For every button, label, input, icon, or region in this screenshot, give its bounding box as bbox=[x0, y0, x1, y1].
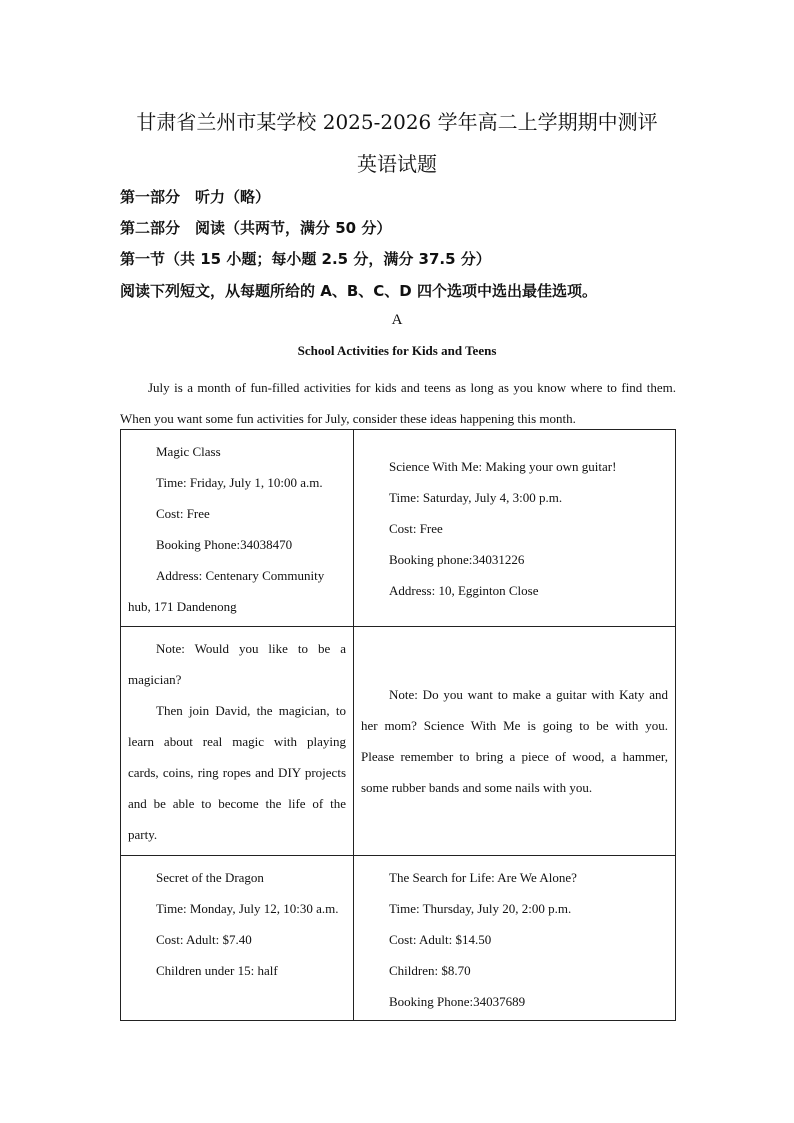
passage-letter: A bbox=[391, 312, 403, 328]
event-address: Address: 10, Egginton Close bbox=[389, 583, 539, 598]
event-name: Magic Class bbox=[156, 444, 221, 459]
event-cost: Cost: Adult: $14.50 bbox=[389, 932, 492, 947]
event-cost: Cost: Adult: $7.40 bbox=[156, 932, 252, 947]
activities-table bbox=[120, 429, 676, 1021]
search-life-info-cell bbox=[354, 856, 676, 1021]
science-note-cell bbox=[354, 627, 676, 856]
event-address: Address: Centenary Community hub, 171 Dandenong bbox=[128, 568, 325, 614]
event-cost: Cost: Free bbox=[389, 521, 443, 536]
dragon-info-cell bbox=[121, 856, 354, 1021]
event-time: Time: Saturday, July 4, 3:00 p.m. bbox=[389, 490, 563, 505]
event-children-cost: Children under 15: half bbox=[156, 963, 278, 978]
part-two-heading: 第二部分 阅读（共两节，满分 50 分） bbox=[120, 219, 392, 237]
magic-class-info-cell bbox=[121, 430, 354, 627]
event-phone: Booking Phone:34037689 bbox=[389, 994, 526, 1009]
part-one-heading: 第一部分 听力（略） bbox=[120, 188, 271, 206]
table-row bbox=[121, 627, 676, 856]
passage-intro bbox=[120, 372, 676, 434]
event-phone: Booking Phone:34038470 bbox=[156, 537, 293, 552]
event-time: Time: Friday, July 1, 10:00 a.m. bbox=[156, 475, 323, 490]
passage-title: School Activities for Kids and Teens bbox=[297, 343, 497, 358]
table-row bbox=[121, 856, 676, 1021]
exam-subtitle: 英语试题 bbox=[357, 152, 437, 176]
instruction-text: 阅读下列短文，从每题所给的 A、B、C、D 四个选项中选出最佳选项。 bbox=[120, 282, 597, 300]
event-note-detail: Then join David, the magician, to learn about real magic with playing cards, coins, ring ropes and DIY projects and be able to become the life of the party. bbox=[128, 703, 346, 842]
science-info-cell bbox=[354, 430, 676, 627]
event-name: The Search for Life: Are We Alone? bbox=[389, 870, 577, 885]
event-cost: Cost: Free bbox=[156, 506, 210, 521]
passage-intro-text: July is a month of fun-filled activities for kids and teens as long as you know where to find them. When you want some fun activities for July, consider these ideas happening this month. bbox=[120, 380, 676, 426]
event-name: Science With Me: Making your own guitar! bbox=[389, 459, 617, 474]
event-children-cost: Children: $8.70 bbox=[389, 963, 471, 978]
event-note: Note: Do you want to make a guitar with Katy and her mom? Science With Me is going to be with you. Please remember to bring a piece of wood, a hammer, some rubber bands and some nails with you. bbox=[361, 687, 668, 795]
section-one-heading: 第一节（共 15 小题；每小题 2.5 分，满分 37.5 分） bbox=[120, 250, 491, 268]
event-time: Time: Thursday, July 20, 2:00 p.m. bbox=[389, 901, 572, 916]
event-name: Secret of the Dragon bbox=[156, 870, 264, 885]
event-time: Time: Monday, July 12, 10:30 a.m. bbox=[156, 901, 339, 916]
exam-title: 甘肃省兰州市某学校 2025-2026 学年高二上学期期中测评 bbox=[136, 110, 658, 134]
table-row bbox=[121, 430, 676, 627]
magic-class-note-cell bbox=[121, 627, 354, 856]
event-note: Note: Would you like to be a magician? bbox=[128, 641, 346, 687]
event-phone: Booking phone:34031226 bbox=[389, 552, 525, 567]
